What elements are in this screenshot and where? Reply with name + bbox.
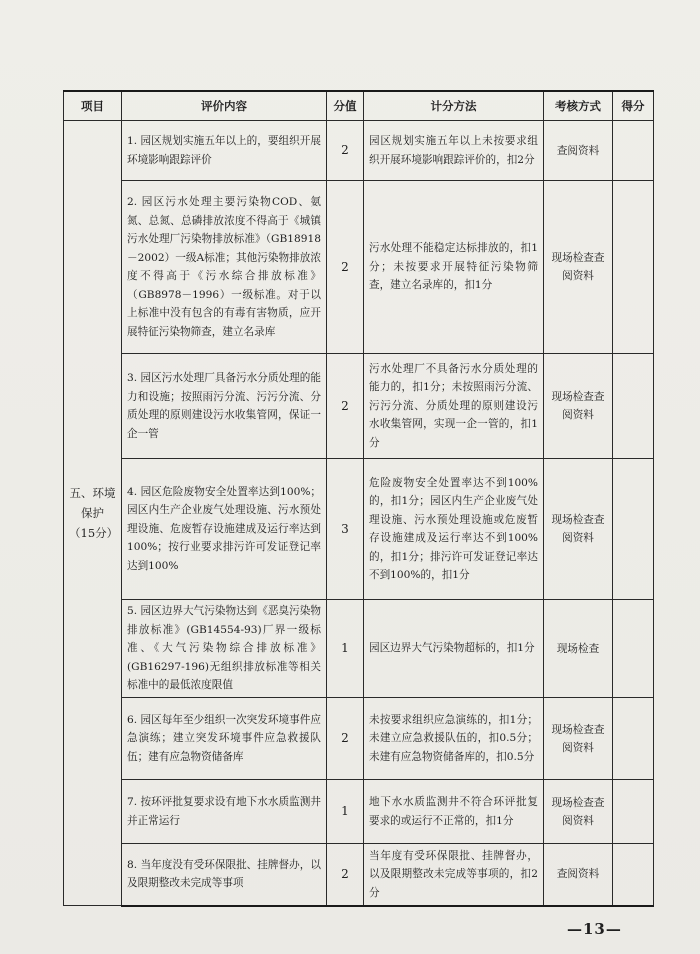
header-project: 项目 <box>64 91 122 121</box>
row-content: 2. 园区污水处理主要污染物COD、氨氮、总氮、总磷排放浓度不得高于《城镇污水处理厂污染物排放标准》（GB18918－2002）一级A标准；其他污染物排放浓度不得高于《污水综合排放标准》（GB8978－1996）一级标准。对于以上标准中没有包含的有毒有害物质，应开展特征污染物筛查，建立名录库 <box>122 181 327 354</box>
row-score: 1 <box>327 780 364 844</box>
row-method: 查阅资料 <box>544 844 613 906</box>
row-content: 6. 园区每年至少组织一次突发环境事件应急演练；建立突发环境事件应急救援队伍；建有应急物资储备库 <box>122 698 327 780</box>
row-content: 7. 按环评批复要求设有地下水水质监测井并正常运行 <box>122 780 327 844</box>
table-row <box>64 121 654 181</box>
row-got <box>613 459 654 600</box>
table-header-row <box>64 91 654 121</box>
section-cell <box>64 121 122 906</box>
row-method: 现场检查查阅资料 <box>544 181 613 354</box>
row-got <box>613 354 654 459</box>
row-score: 1 <box>327 600 364 698</box>
table-row <box>64 780 654 844</box>
row-got <box>613 121 654 181</box>
row-content: 5. 园区边界大气污染物达到《恶臭污染物排放标准》(GB14554-93)厂界一级标准、《大气污染物综合排放标准》(GB16297-196)无组织排放标准等相关标准中的最低浓度限值 <box>122 600 327 698</box>
table-row <box>64 354 654 459</box>
row-score: 2 <box>327 181 364 354</box>
row-method: 现场检查查阅资料 <box>544 780 613 844</box>
table-row <box>64 844 654 906</box>
header-method: 考核方式 <box>544 91 613 121</box>
row-rule: 园区边界大气污染物超标的，扣1分 <box>364 600 544 698</box>
row-got <box>613 780 654 844</box>
row-content: 8. 当年度没有受环保限批、挂牌督办，以及限期整改未完成等事项 <box>122 844 327 906</box>
header-content: 评价内容 <box>122 91 327 121</box>
section-line3: （15分） <box>69 526 119 540</box>
row-rule: 污水处理厂不具备污水分质处理的能力的，扣1分；未按照雨污分流、污污分流、分质处理的原则建设污水收集管网，实现一企一管的，扣1分 <box>364 354 544 459</box>
row-method: 现场检查查阅资料 <box>544 354 613 459</box>
row-got <box>613 600 654 698</box>
row-method: 查阅资料 <box>544 121 613 181</box>
table-row <box>64 459 654 600</box>
header-score: 分值 <box>327 91 364 121</box>
table-row <box>64 698 654 780</box>
row-got <box>613 698 654 780</box>
header-rule: 计分方法 <box>364 91 544 121</box>
section-line2: 保护 <box>81 506 104 520</box>
row-rule: 污水处理不能稳定达标排放的，扣1分；未按要求开展特征污染物筛查，建立名录库的，扣1分 <box>364 181 544 354</box>
evaluation-table <box>63 90 654 907</box>
row-score: 2 <box>327 121 364 181</box>
row-got <box>613 844 654 906</box>
row-got <box>613 181 654 354</box>
row-content: 3. 园区污水处理厂具备污水分质处理的能力和设施；按照雨污分流、污污分流、分质处理的原则建设污水收集管网，保证一企一管 <box>122 354 327 459</box>
table-row <box>64 181 654 354</box>
row-rule: 未按要求组织应急演练的，扣1分；未建立应急救援队伍的，扣0.5分；未建有应急物资储备库的，扣0.5分 <box>364 698 544 780</box>
row-method: 现场检查 <box>544 600 613 698</box>
row-rule: 危险废物安全处置率达不到100%的，扣1分；园区内生产企业废气处理设施、污水预处理设施或危废暂存设施建成及运行率达不到100%的，扣1分；排污许可发证登记率达不到100%的，扣1分 <box>364 459 544 600</box>
row-score: 3 <box>327 459 364 600</box>
row-score: 2 <box>327 844 364 906</box>
section-line1: 五、环境 <box>69 486 116 500</box>
row-method: 现场检查查阅资料 <box>544 698 613 780</box>
row-rule: 当年度有受环保限批、挂牌督办，以及限期整改未完成等事项的，扣2分 <box>364 844 544 906</box>
header-got: 得分 <box>613 91 654 121</box>
row-method: 现场检查查阅资料 <box>544 459 613 600</box>
row-content: 1. 园区规划实施五年以上的，要组织开展环境影响跟踪评价 <box>122 121 327 181</box>
row-rule: 地下水水质监测井不符合环评批复要求的或运行不正常的，扣1分 <box>364 780 544 844</box>
row-rule: 园区规划实施五年以上未按要求组织开展环境影响跟踪评价的，扣2分 <box>364 121 544 181</box>
row-score: 2 <box>327 698 364 780</box>
row-score: 2 <box>327 354 364 459</box>
page-number: —13— <box>567 920 622 938</box>
row-content: 4. 园区危险废物安全处置率达到100%；园区内生产企业废气处理设施、污水预处理设施、危废暂存设施建成及运行率达到100%；按行业要求排污许可发证登记率达到100% <box>122 459 327 600</box>
table-row <box>64 600 654 698</box>
